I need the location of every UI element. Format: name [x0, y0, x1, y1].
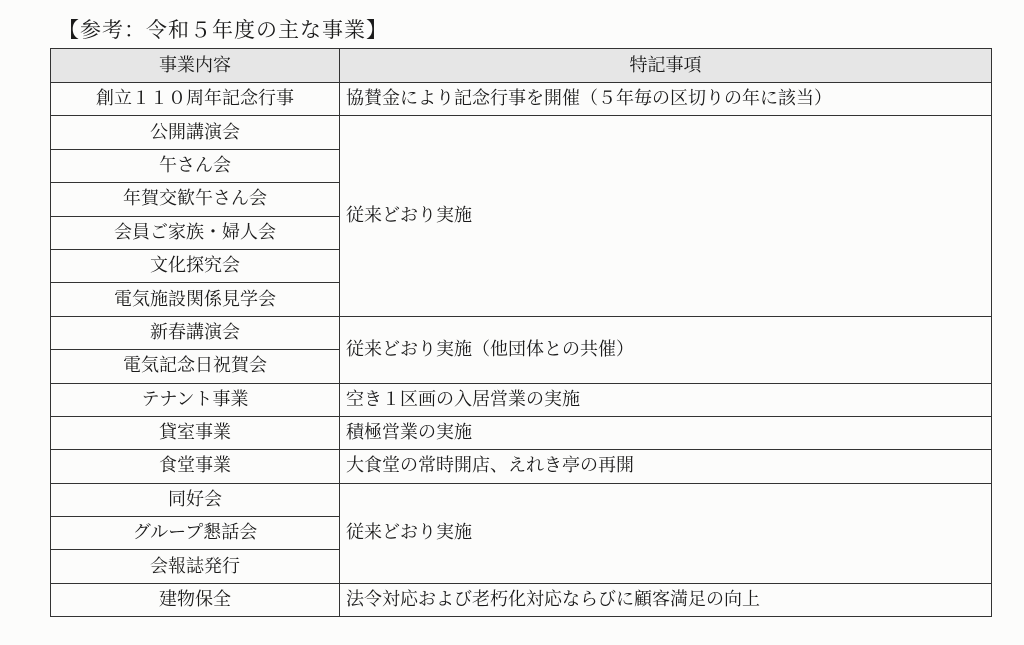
- column-header-notes: 特記事項: [340, 49, 992, 83]
- column-header-business: 事業内容: [51, 49, 340, 83]
- business-cell: 建物保全: [51, 583, 340, 616]
- note-cell: 大食堂の常時開店、えれき亭の再開: [340, 450, 992, 483]
- business-cell: 公開講演会: [51, 116, 340, 149]
- events-table: [50, 48, 992, 617]
- table-header-row: [51, 49, 992, 83]
- note-cell: 積極営業の実施: [340, 416, 992, 449]
- page-heading: 【参考：令和５年度の主な事業】: [58, 18, 388, 42]
- table-row: [51, 416, 992, 449]
- business-cell: 電気記念日祝賀会: [51, 350, 340, 383]
- business-cell: 文化探究会: [51, 249, 340, 282]
- table-row: [51, 483, 992, 516]
- business-cell: 貸室事業: [51, 416, 340, 449]
- business-cell: 会報誌発行: [51, 550, 340, 583]
- table-row: [51, 450, 992, 483]
- business-cell: 創立１１０周年記念行事: [51, 83, 340, 116]
- business-cell: 会員ご家族・婦人会: [51, 216, 340, 249]
- business-cell: 午さん会: [51, 149, 340, 182]
- business-cell: テナント事業: [51, 383, 340, 416]
- note-cell: 空き１区画の入居営業の実施: [340, 383, 992, 416]
- business-cell: 年賀交歓午さん会: [51, 183, 340, 216]
- business-cell: 新春講演会: [51, 316, 340, 349]
- table-row: [51, 383, 992, 416]
- business-cell: 電気施設関係見学会: [51, 283, 340, 316]
- note-cell: 従来どおり実施: [340, 483, 992, 583]
- business-cell: 食堂事業: [51, 450, 340, 483]
- table-row: [51, 316, 992, 349]
- table-row: [51, 116, 992, 149]
- business-cell: グループ懇話会: [51, 517, 340, 550]
- business-cell: 同好会: [51, 483, 340, 516]
- table-row: [51, 583, 992, 616]
- table-row: [51, 83, 992, 116]
- note-cell: 従来どおり実施（他団体との共催）: [340, 316, 992, 383]
- note-cell: 法令対応および老朽化対応ならびに顧客満足の向上: [340, 583, 992, 616]
- note-cell: 従来どおり実施: [340, 116, 992, 316]
- note-cell: 協賛金により記念行事を開催（５年毎の区切りの年に該当）: [340, 83, 992, 116]
